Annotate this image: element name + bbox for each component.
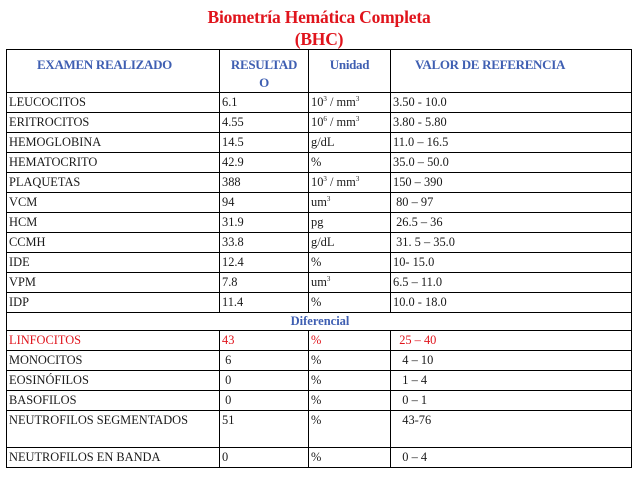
table-row	[7, 153, 632, 173]
unit-suffix: / mm	[326, 95, 356, 109]
unit-value	[309, 113, 391, 133]
unit-base: um	[311, 275, 327, 289]
result-value: 0	[220, 391, 309, 411]
unit-suffix: / mm	[326, 115, 356, 129]
table-row	[7, 173, 632, 193]
unit-value: %	[309, 411, 391, 448]
table-row	[7, 133, 632, 153]
reference-range: 10- 15.0	[391, 253, 632, 273]
unit-base: 10	[311, 175, 324, 189]
result-value: 4.55	[220, 113, 309, 133]
differential-row	[7, 331, 632, 351]
exam-name: HEMATOCRITO	[7, 153, 220, 173]
unit-value: %	[309, 391, 391, 411]
exam-name: NEUTROFILOS EN BANDA	[7, 448, 220, 468]
unit-value	[309, 213, 391, 233]
result-value: 31.9	[220, 213, 309, 233]
unit-base: %	[311, 295, 322, 309]
header-reference: VALOR DE REFERENCIA	[391, 50, 632, 93]
result-value: 43	[220, 331, 309, 351]
exam-name: MONOCITOS	[7, 351, 220, 371]
unit-value	[309, 273, 391, 293]
unit-exponent-2: 3	[355, 94, 360, 103]
table-row	[7, 93, 632, 113]
unit-value: %	[309, 351, 391, 371]
table-row	[7, 213, 632, 233]
table-row	[7, 233, 632, 253]
exam-name: HCM	[7, 213, 220, 233]
exam-name: BASOFILOS	[7, 391, 220, 411]
differential-label: Diferencial	[7, 313, 632, 331]
reference-range: 11.0 – 16.5	[391, 133, 632, 153]
unit-exponent-2: 3	[355, 174, 360, 183]
result-value: 94	[220, 193, 309, 213]
exam-name: CCMH	[7, 233, 220, 253]
reference-range: 35.0 – 50.0	[391, 153, 632, 173]
result-value: 6.1	[220, 93, 309, 113]
table-row	[7, 293, 632, 313]
differential-row	[7, 411, 632, 448]
exam-name: HEMOGLOBINA	[7, 133, 220, 153]
exam-name: VCM	[7, 193, 220, 213]
differential-row	[7, 351, 632, 371]
reference-range: 0 – 4	[391, 448, 632, 468]
results-table	[6, 49, 632, 468]
reference-range: 43-76	[391, 411, 632, 448]
result-value: 0	[220, 448, 309, 468]
unit-exponent: 3	[326, 274, 331, 283]
unit-exponent: 3	[326, 194, 331, 203]
exam-name: LEUCOCITOS	[7, 93, 220, 113]
differential-row	[7, 371, 632, 391]
result-value: 14.5	[220, 133, 309, 153]
exam-name: IDP	[7, 293, 220, 313]
unit-suffix: / mm	[326, 175, 356, 189]
reference-range: 26.5 – 36	[391, 213, 632, 233]
reference-range: 4 – 10	[391, 351, 632, 371]
result-value: 51	[220, 411, 309, 448]
unit-base: %	[311, 155, 322, 169]
differential-body	[7, 313, 632, 468]
table-row	[7, 253, 632, 273]
differential-row	[7, 448, 632, 468]
unit-value: %	[309, 371, 391, 391]
unit-value	[309, 253, 391, 273]
reference-range: 3.80 - 5.80	[391, 113, 632, 133]
result-value: 42.9	[220, 153, 309, 173]
unit-value	[309, 93, 391, 113]
reference-range: 150 – 390	[391, 173, 632, 193]
unit-base: g/dL	[311, 135, 335, 149]
reference-range: 3.50 - 10.0	[391, 93, 632, 113]
unit-value	[309, 173, 391, 193]
reference-range: 10.0 - 18.0	[391, 293, 632, 313]
result-value: 33.8	[220, 233, 309, 253]
unit-value	[309, 193, 391, 213]
reference-range: 6.5 – 11.0	[391, 273, 632, 293]
differential-row	[7, 391, 632, 411]
result-value: 12.4	[220, 253, 309, 273]
result-value: 6	[220, 351, 309, 371]
unit-base: 10	[311, 115, 324, 129]
unit-value	[309, 153, 391, 173]
unit-value	[309, 133, 391, 153]
exam-name: ERITROCITOS	[7, 113, 220, 133]
unit-base: 10	[311, 95, 324, 109]
result-value: 7.8	[220, 273, 309, 293]
exam-name: LINFOCITOS	[7, 331, 220, 351]
result-value: 388	[220, 173, 309, 193]
table-row	[7, 273, 632, 293]
unit-value	[309, 293, 391, 313]
results-body	[7, 93, 632, 313]
result-value: 11.4	[220, 293, 309, 313]
exam-name: PLAQUETAS	[7, 173, 220, 193]
differential-header-row	[7, 313, 632, 331]
header-unit: Unidad	[309, 50, 391, 93]
unit-value: %	[309, 331, 391, 351]
unit-base: pg	[311, 215, 324, 229]
exam-name: EOSINÓFILOS	[7, 371, 220, 391]
exam-name: IDE	[7, 253, 220, 273]
unit-exponent: 3	[323, 174, 327, 183]
unit-value: %	[309, 448, 391, 468]
result-value: 0	[220, 371, 309, 391]
table-row	[7, 113, 632, 133]
unit-base: um	[311, 195, 327, 209]
exam-name: NEUTROFILOS SEGMENTADOS	[7, 411, 220, 448]
header-result: RESULTADO	[220, 50, 309, 93]
exam-name: VPM	[7, 273, 220, 293]
reference-range: 80 – 97	[391, 193, 632, 213]
unit-exponent-2: 3	[355, 114, 360, 123]
unit-value	[309, 233, 391, 253]
unit-base: g/dL	[311, 235, 335, 249]
unit-exponent: 6	[323, 114, 327, 123]
unit-base: %	[311, 255, 322, 269]
reference-range: 25 – 40	[391, 331, 632, 351]
page-subtitle: (BHC)	[294, 29, 344, 49]
table-row	[7, 193, 632, 213]
unit-exponent: 3	[323, 94, 327, 103]
page-title: Biometría Hemática Completa	[207, 7, 431, 27]
table-header-row	[7, 50, 632, 93]
reference-range: 31. 5 – 35.0	[391, 233, 632, 253]
reference-range: 0 – 1	[391, 391, 632, 411]
header-exam: EXAMEN REALIZADO	[7, 50, 220, 93]
reference-range: 1 – 4	[391, 371, 632, 391]
